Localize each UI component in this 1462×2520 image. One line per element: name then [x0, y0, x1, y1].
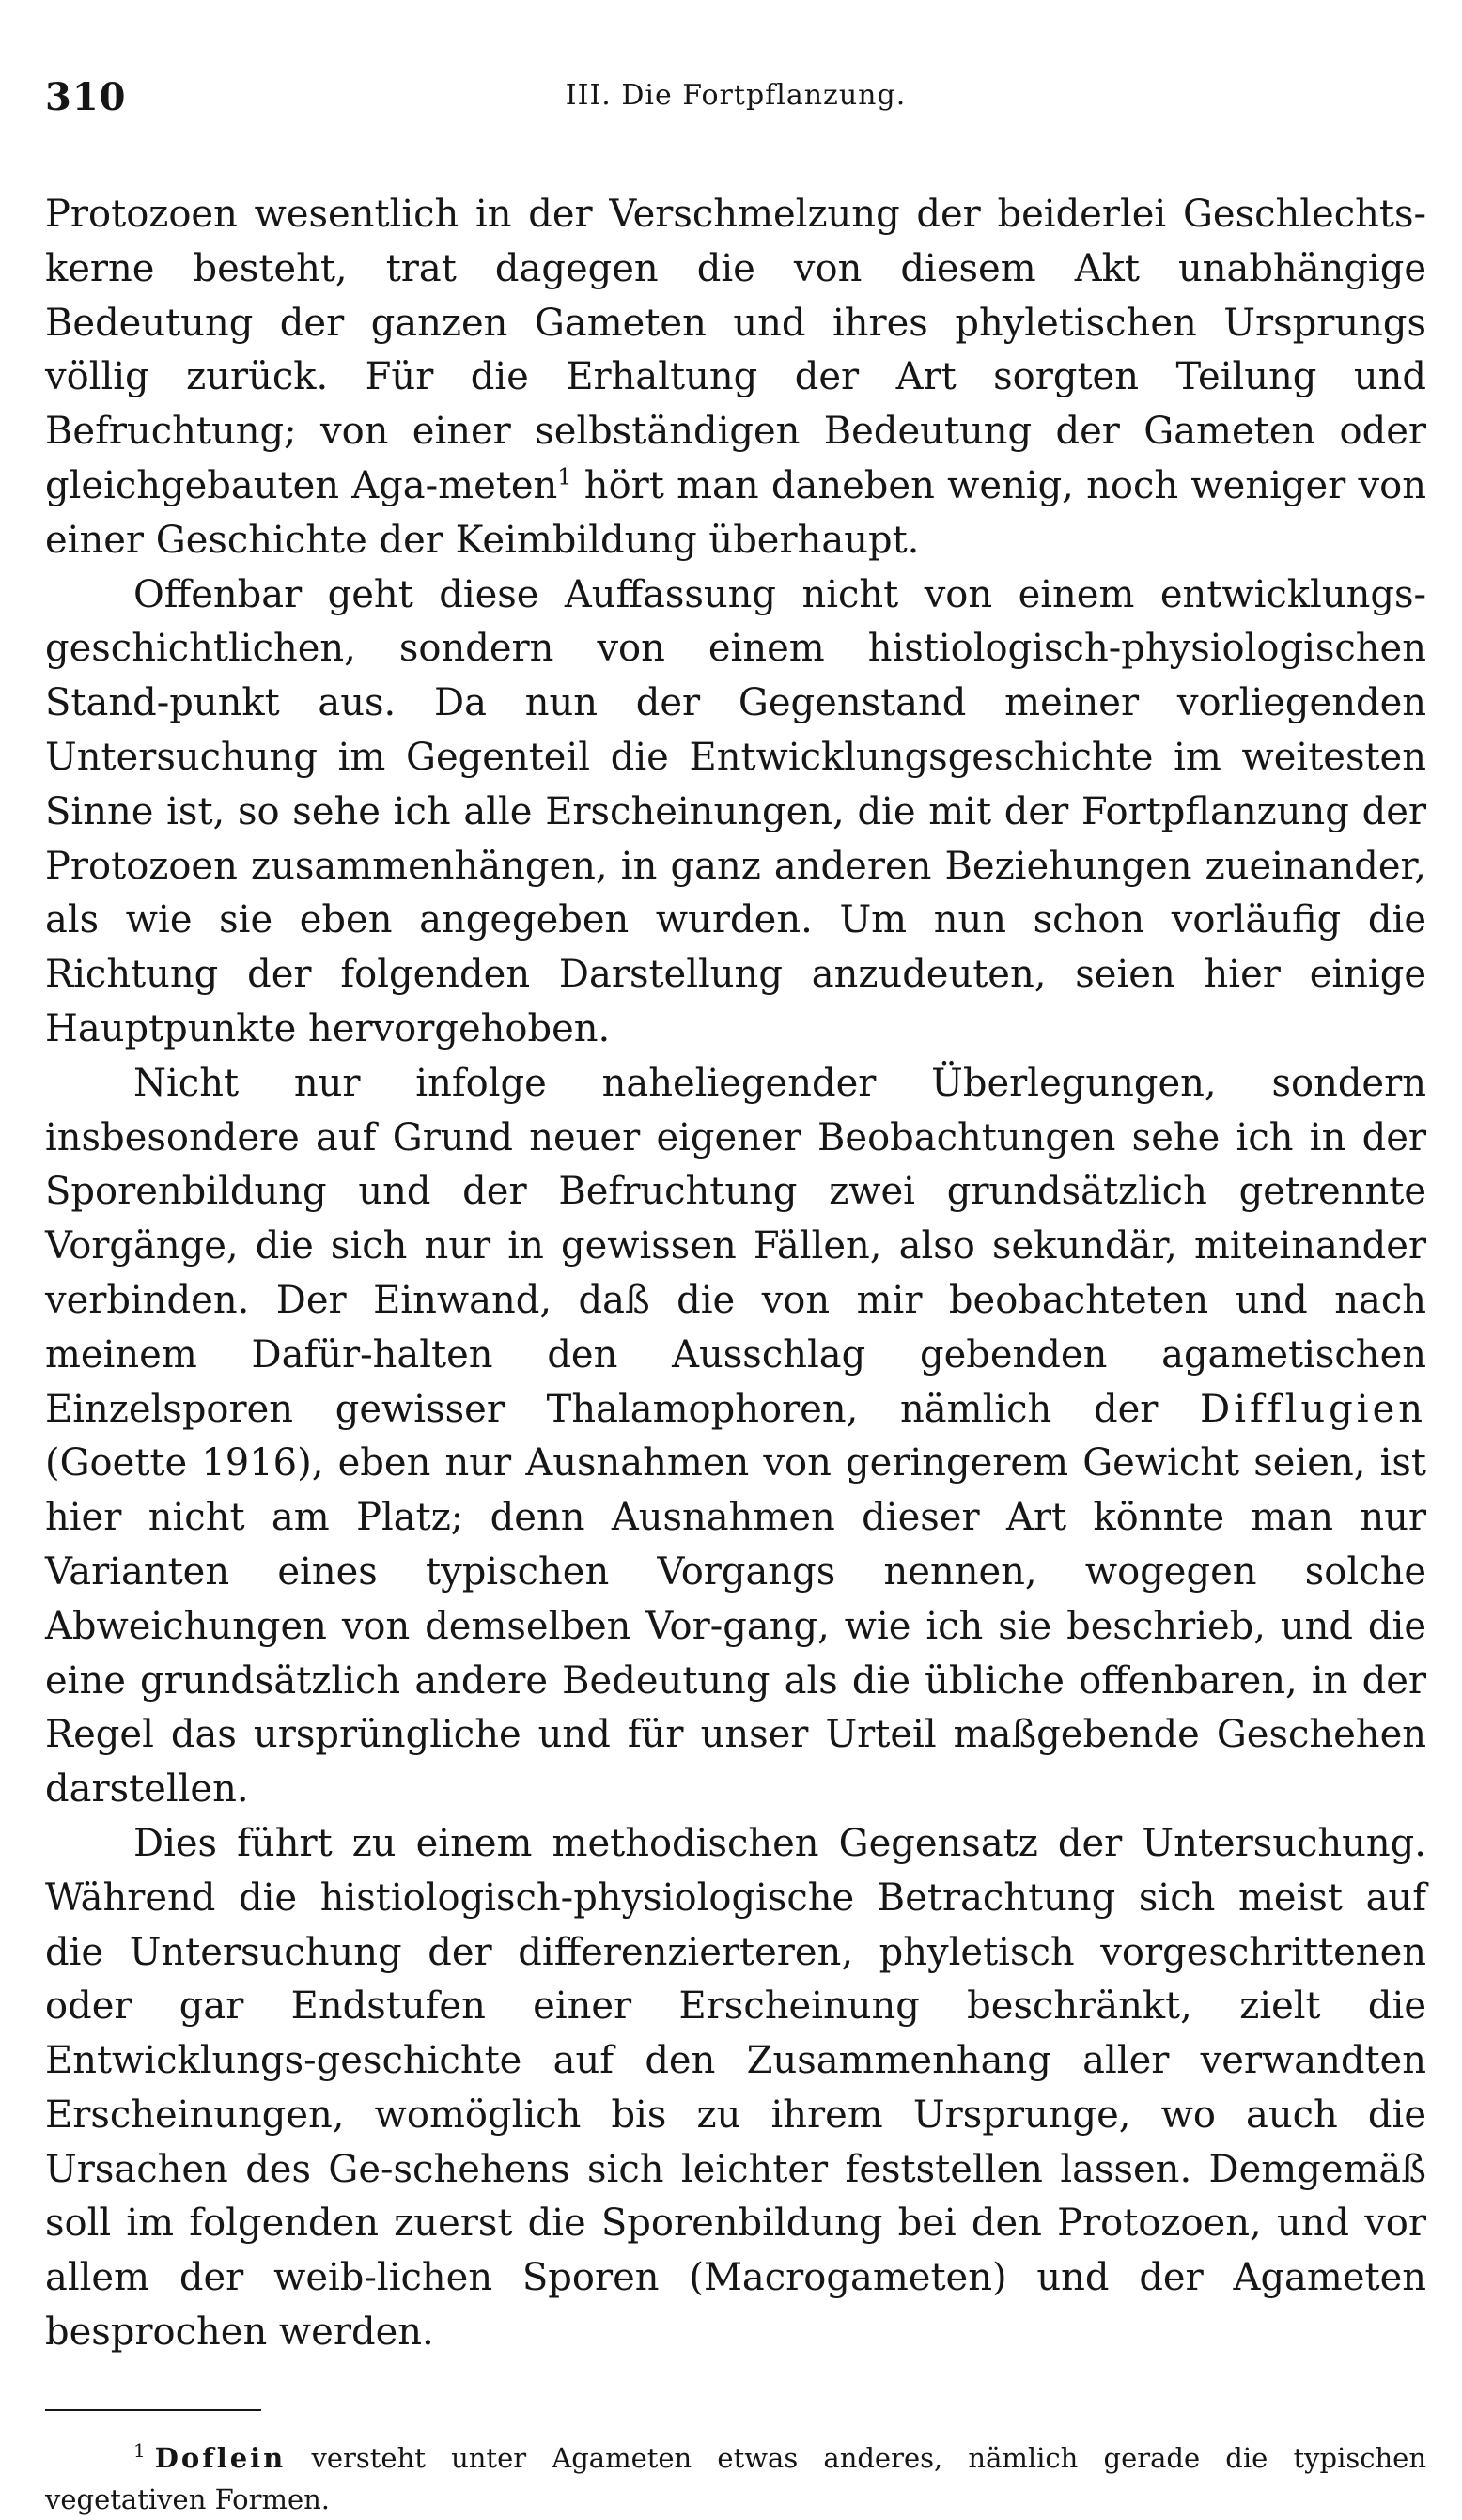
footnote-marker: 1: [133, 2439, 146, 2463]
footnote-author: Doflein: [154, 2441, 287, 2474]
spaced-term-difflugien: Difflugien: [1200, 1387, 1426, 1431]
paragraph-3-text-b: (Goette 1916), eben nur Ausnahmen von geringerem Gewicht seien, ist hier nicht am Platz; denn Ausnahmen dieser Art könnte man nur Varianten eines typischen Vorgangs nennen, wogegen solche Abweichungen von demselben Vor-gang, wie ich sie beschrieb, und die eine grundsätzlich andere Bedeutung als die übliche offenbaren, in der Regel das ursprüngliche und für unser Urteil maßgebende Geschehen darstellen.: [45, 1441, 1426, 1812]
running-head: [45, 56, 1426, 132]
paragraph-4: Dies führt zu einem methodischen Gegensatz der Untersuchung. Während die histiologisch-physiologische Betrachtung sich meist auf die Untersuchung der differenzierteren, phyletisch vorgeschrittenen oder gar Endstufen einer Erscheinung beschränkt, zielt die Entwicklungs-geschichte auf den Zusammenhang aller verwandten Erscheinungen, womöglich bis zu ihrem Ursprunge, wo auch die Ursachen des Ge-schehens sich leichter feststellen lassen. Demgemäß soll im folgenden zuerst die Sporenbildung bei den Protozoen, und vor allem der weib-lichen Sporen (Macrogameten) und der Agameten besprochen werden.: [45, 1821, 1426, 2355]
book-page: [45, 56, 1426, 2515]
running-title: III. Die Fortpflanzung.: [565, 79, 907, 112]
page-number: 310: [45, 75, 127, 119]
paragraph-1: [45, 188, 1426, 568]
paragraph-3-text-a: Nicht nur infolge naheliegender Überlegungen, sondern insbesondere auf Grund neuer eigener Beobachtungen sehe ich in der Sporenbildung und der Befruchtung zwei grundsätzlich getrennte Vorgänge, die sich nur in gewissen Fällen, also sekundär, miteinander verbinden. Der Einwand, daß die von mir beobachteten und nach meinem Dafür-halten den Ausschlag gebenden agametischen Einzelsporen gewisser Thalamophoren, nämlich der: [45, 1061, 1426, 1431]
footnote: [45, 2437, 1426, 2520]
paragraph-1-text-a: Protozoen wesentlich in der Verschmelzung der beiderlei Geschlechts-kerne besteht, trat dagegen die von diesem Akt unabhängige Bedeutung der ganzen Gameten und ihres phyletischen Ursprungs völlig zurück. Für die Erhaltung der Art sorgten Teilung und Befruchtung; von einer selbständigen Bedeutung der Gameten oder gleichgebauten Aga-meten: [45, 193, 1426, 507]
body-text: [45, 188, 1426, 2360]
paragraph-1-text-b: hört man daneben wenig, noch weniger von einer Geschichte der Keimbildung überhaupt.: [45, 463, 1426, 562]
paragraph-3: [45, 1057, 1426, 1817]
footnote-text: versteht unter Agameten etwas anderes, nämlich gerade die typischen vegetativen Formen.: [45, 2441, 1426, 2515]
footnote-reference: 1: [557, 463, 572, 490]
footnote-divider: [45, 2409, 261, 2411]
paragraph-2: Offenbar geht diese Auffassung nicht von einem entwicklungs-geschichtlichen, sondern von einem histiologisch-physiologischen Stand-punkt aus. Da nun der Gegenstand meiner vorliegenden Untersuchung im Gegenteil die Entwicklungsgeschichte im weitesten Sinne ist, so sehe ich alle Erscheinungen, die mit der Fortpflanzung der Protozoen zusammenhängen, in ganz anderen Beziehungen zueinander, als wie sie eben angegeben wurden. Um nun schon vorläufig die Richtung der folgenden Darstellung anzudeuten, seien hier einige Hauptpunkte hervorgehoben.: [45, 572, 1426, 1050]
